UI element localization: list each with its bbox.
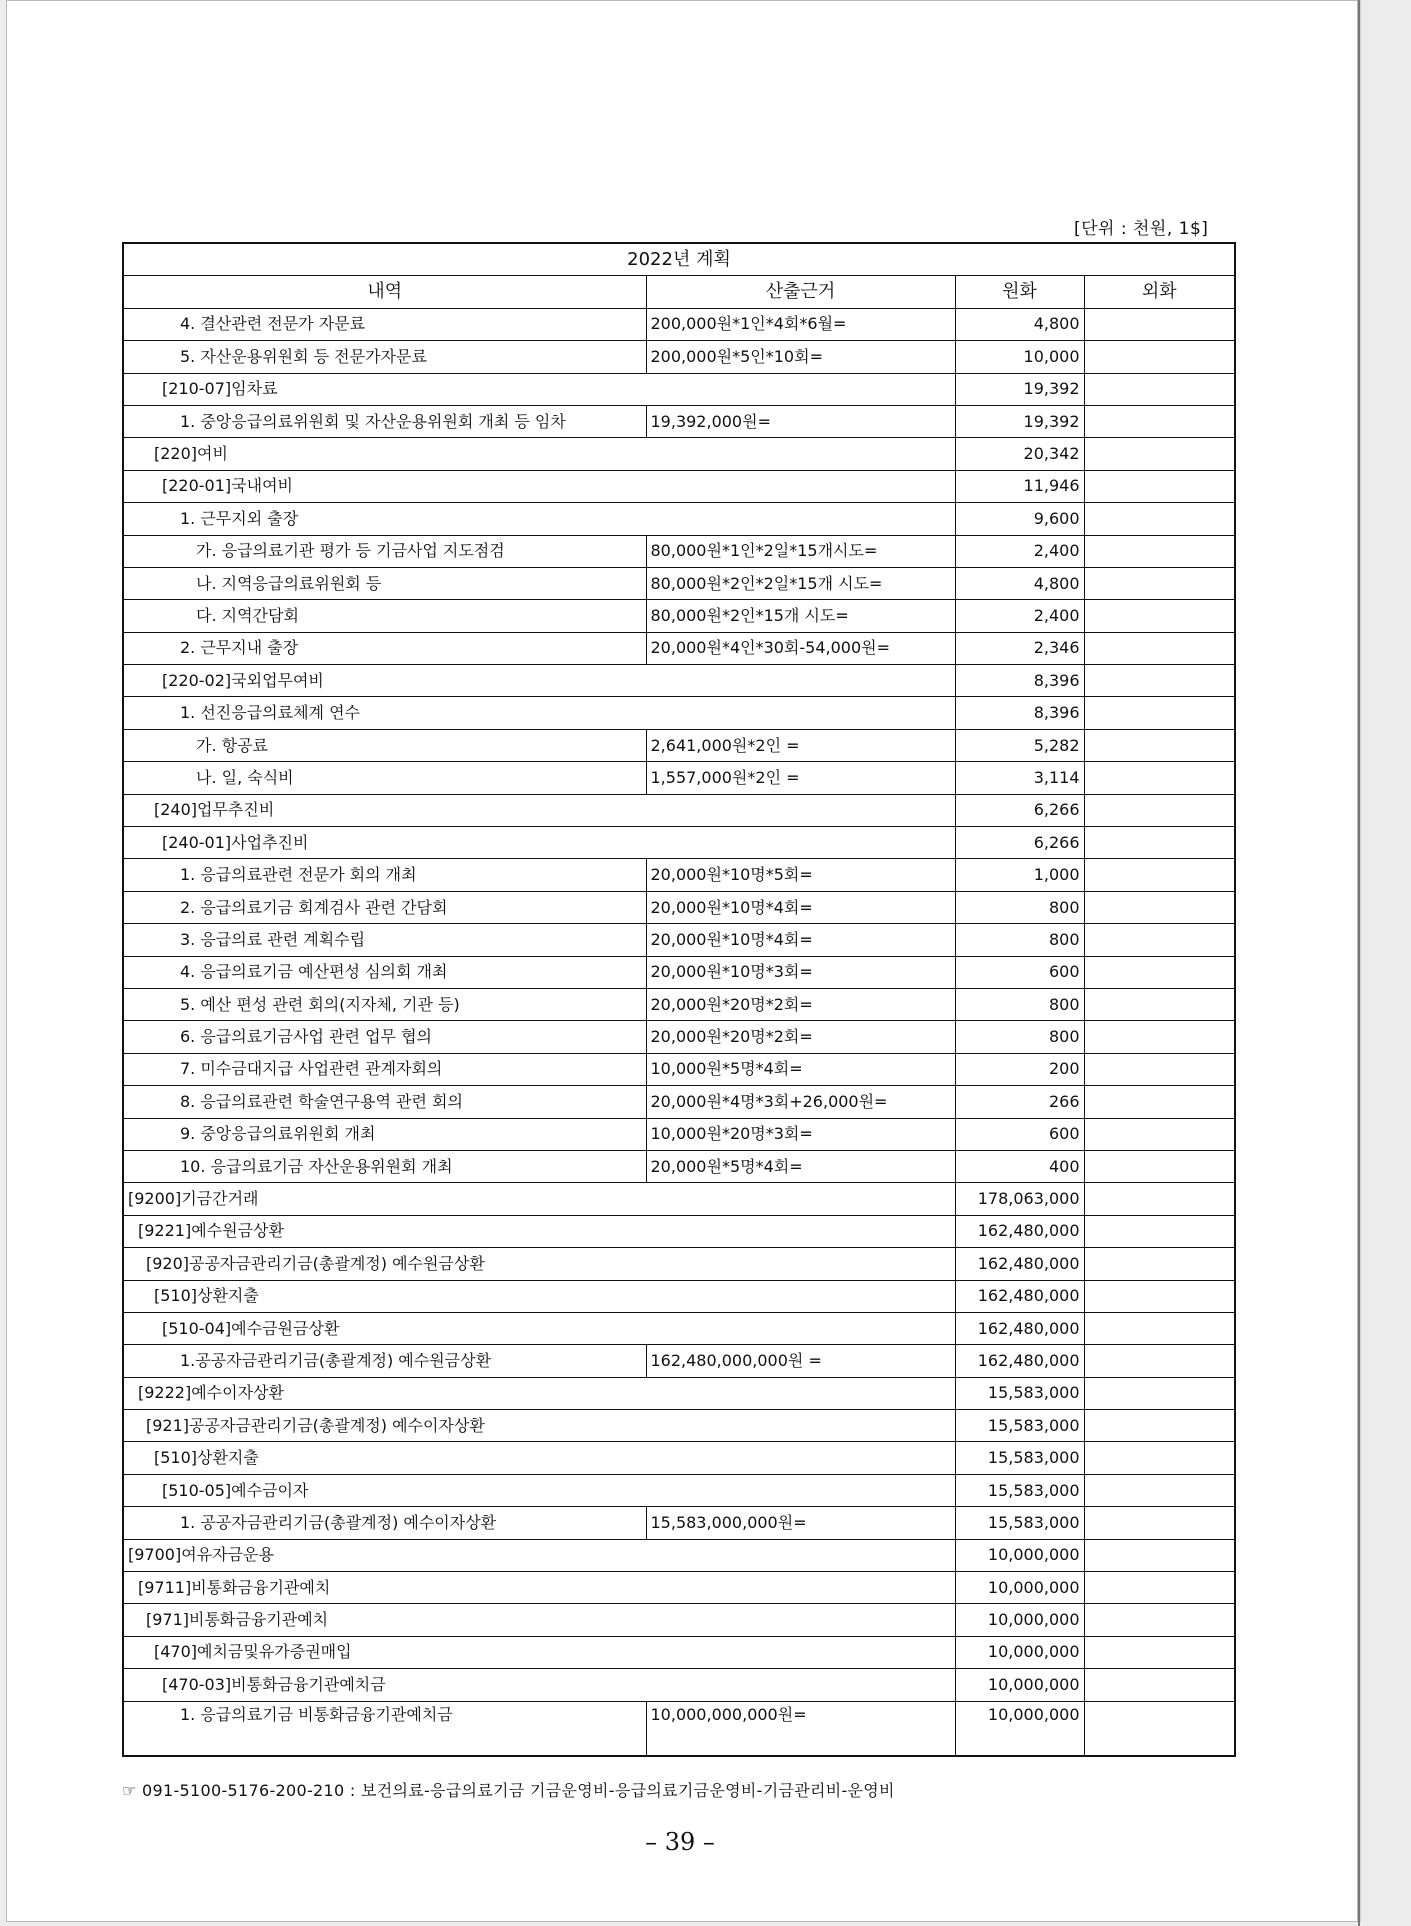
row-foreign [1084, 762, 1235, 794]
table-row [123, 1701, 1235, 1756]
table-row [123, 697, 1235, 729]
table-row [123, 762, 1235, 794]
table-row [123, 1345, 1235, 1377]
table-row [123, 405, 1235, 437]
table-row [123, 1280, 1235, 1312]
row-item: [9200]기금간거래 [123, 1183, 955, 1215]
row-basis: 200,000원*5인*10회= [646, 341, 955, 373]
table-row [123, 1150, 1235, 1182]
row-basis: 20,000원*5명*4회= [646, 1150, 955, 1182]
row-item: [240-01]사업추진비 [123, 827, 955, 859]
table-row [123, 1442, 1235, 1474]
row-foreign [1084, 1442, 1235, 1474]
table-row [123, 891, 1235, 923]
row-krw: 15,583,000 [955, 1442, 1084, 1474]
row-basis: 2,641,000원*2인 = [646, 729, 955, 761]
header-foreign: 외화 [1084, 276, 1235, 308]
row-krw: 800 [955, 1021, 1084, 1053]
row-foreign [1084, 405, 1235, 437]
row-krw: 15,583,000 [955, 1377, 1084, 1409]
row-basis: 20,000원*10명*5회= [646, 859, 955, 891]
row-basis: 20,000원*20명*2회= [646, 1021, 955, 1053]
row-foreign [1084, 308, 1235, 340]
row-foreign [1084, 1701, 1235, 1756]
row-krw: 600 [955, 956, 1084, 988]
row-basis: 20,000원*10명*3회= [646, 956, 955, 988]
row-foreign [1084, 373, 1235, 405]
row-foreign [1084, 891, 1235, 923]
row-krw: 600 [955, 1118, 1084, 1150]
row-krw: 10,000,000 [955, 1636, 1084, 1668]
row-item: 5. 자산운용위원회 등 전문가자문료 [123, 341, 646, 373]
table-row [123, 1086, 1235, 1118]
row-item: 5. 예산 편성 관련 회의(지자체, 기관 등) [123, 988, 646, 1020]
row-item: 8. 응급의료관련 학술연구용역 관련 회의 [123, 1086, 646, 1118]
row-foreign [1084, 567, 1235, 599]
page-number: – 39 – [645, 1828, 715, 1856]
row-item: 2. 근무지내 출장 [123, 632, 646, 664]
row-foreign [1084, 1669, 1235, 1701]
table-row [123, 567, 1235, 599]
row-foreign [1084, 632, 1235, 664]
row-item: [220-02]국외업무여비 [123, 665, 955, 697]
row-krw: 266 [955, 1086, 1084, 1118]
row-krw: 162,480,000 [955, 1215, 1084, 1247]
row-foreign [1084, 794, 1235, 826]
row-foreign [1084, 1053, 1235, 1085]
row-krw: 200 [955, 1053, 1084, 1085]
table-row [123, 827, 1235, 859]
table-row [123, 503, 1235, 535]
table-row [123, 1669, 1235, 1701]
row-krw: 400 [955, 1150, 1084, 1182]
row-item: 가. 항공료 [123, 729, 646, 761]
table-row [123, 600, 1235, 632]
row-foreign [1084, 1539, 1235, 1571]
row-basis: 80,000원*2인*2일*15개 시도= [646, 567, 955, 599]
row-basis: 19,392,000원= [646, 405, 955, 437]
row-basis: 20,000원*10명*4회= [646, 891, 955, 923]
table-row [123, 438, 1235, 470]
row-krw: 8,396 [955, 697, 1084, 729]
row-krw: 3,114 [955, 762, 1084, 794]
row-krw: 4,800 [955, 308, 1084, 340]
row-foreign [1084, 697, 1235, 729]
table-row [123, 373, 1235, 405]
table-row [123, 1021, 1235, 1053]
row-foreign [1084, 1183, 1235, 1215]
row-krw: 178,063,000 [955, 1183, 1084, 1215]
page-edge [1358, 0, 1360, 1926]
row-krw: 6,266 [955, 827, 1084, 859]
row-item: 1. 응급의료관련 전문가 회의 개최 [123, 859, 646, 891]
table-row [123, 632, 1235, 664]
row-item: 나. 일, 숙식비 [123, 762, 646, 794]
row-foreign [1084, 956, 1235, 988]
table-row [123, 1248, 1235, 1280]
row-foreign [1084, 827, 1235, 859]
row-item: [510]상환지출 [123, 1442, 955, 1474]
row-krw: 800 [955, 924, 1084, 956]
row-foreign [1084, 1215, 1235, 1247]
table-row [123, 1572, 1235, 1604]
row-item: [210-07]임차료 [123, 373, 955, 405]
row-foreign [1084, 1474, 1235, 1506]
row-krw: 162,480,000 [955, 1312, 1084, 1344]
row-foreign [1084, 1507, 1235, 1539]
row-krw: 15,583,000 [955, 1474, 1084, 1506]
row-foreign [1084, 600, 1235, 632]
table-row [123, 1215, 1235, 1247]
row-item: 가. 응급의료기관 평가 등 기금사업 지도점검 [123, 535, 646, 567]
row-basis: 15,583,000,000원= [646, 1507, 955, 1539]
row-item: 4. 응급의료기금 예산편성 심의회 개최 [123, 956, 646, 988]
row-krw: 20,342 [955, 438, 1084, 470]
row-basis: 20,000원*10명*4회= [646, 924, 955, 956]
table-row [123, 470, 1235, 502]
row-foreign [1084, 1150, 1235, 1182]
table-row [123, 1118, 1235, 1150]
row-item: 6. 응급의료기금사업 관련 업무 협의 [123, 1021, 646, 1053]
row-krw: 11,946 [955, 470, 1084, 502]
row-foreign [1084, 470, 1235, 502]
row-foreign [1084, 665, 1235, 697]
row-foreign [1084, 1248, 1235, 1280]
row-item: [921]공공자금관리기금(총괄계정) 예수이자상환 [123, 1410, 955, 1442]
table-body [123, 308, 1235, 1755]
row-krw: 1,000 [955, 859, 1084, 891]
table-row [123, 1183, 1235, 1215]
row-item: 1. 응급의료기금 비통화금융기관예치금 [123, 1701, 646, 1756]
row-foreign [1084, 988, 1235, 1020]
row-foreign [1084, 341, 1235, 373]
row-item: [220-01]국내여비 [123, 470, 955, 502]
row-basis: 10,000,000,000원= [646, 1701, 955, 1756]
row-item: [510-05]예수금이자 [123, 1474, 955, 1506]
row-foreign [1084, 1118, 1235, 1150]
header-basis: 산출근거 [646, 276, 955, 308]
row-foreign [1084, 1345, 1235, 1377]
row-item: 나. 지역응급의료위원회 등 [123, 567, 646, 599]
table-row [123, 341, 1235, 373]
row-krw: 10,000,000 [955, 1604, 1084, 1636]
table-title: 2022년 계획 [123, 243, 1235, 276]
row-item: 3. 응급의료 관련 계획수립 [123, 924, 646, 956]
row-krw: 800 [955, 988, 1084, 1020]
row-item: 10. 응급의료기금 자산운용위원회 개최 [123, 1150, 646, 1182]
row-krw: 10,000,000 [955, 1539, 1084, 1571]
table-row [123, 535, 1235, 567]
row-foreign [1084, 1021, 1235, 1053]
table-row [123, 1410, 1235, 1442]
row-item: [240]업무추진비 [123, 794, 955, 826]
row-krw: 2,400 [955, 600, 1084, 632]
row-item: [470]예치금및유가증권매입 [123, 1636, 955, 1668]
table-row [123, 859, 1235, 891]
row-item: [9222]예수이자상환 [123, 1377, 955, 1409]
row-foreign [1084, 1410, 1235, 1442]
row-basis: 10,000원*20명*3회= [646, 1118, 955, 1150]
table-row [123, 1474, 1235, 1506]
row-foreign [1084, 924, 1235, 956]
row-krw: 162,480,000 [955, 1248, 1084, 1280]
table-row [123, 1053, 1235, 1085]
table-row [123, 729, 1235, 761]
row-krw: 19,392 [955, 373, 1084, 405]
row-basis: 80,000원*2인*15개 시도= [646, 600, 955, 632]
row-foreign [1084, 1312, 1235, 1344]
row-foreign [1084, 1280, 1235, 1312]
table-row [123, 1636, 1235, 1668]
row-krw: 10,000,000 [955, 1669, 1084, 1701]
row-item: [470-03]비통화금융기관예치금 [123, 1669, 955, 1701]
table-row [123, 665, 1235, 697]
row-item: 1.공공자금관리기금(총괄계정) 예수원금상환 [123, 1345, 646, 1377]
row-krw: 19,392 [955, 405, 1084, 437]
row-foreign [1084, 859, 1235, 891]
row-krw: 8,396 [955, 665, 1084, 697]
row-krw: 5,282 [955, 729, 1084, 761]
row-basis: 1,557,000원*2인 = [646, 762, 955, 794]
row-item: [9700]여유자금운용 [123, 1539, 955, 1571]
row-item: [510]상환지출 [123, 1280, 955, 1312]
row-krw: 15,583,000 [955, 1410, 1084, 1442]
header-krw: 원화 [955, 276, 1084, 308]
row-krw: 9,600 [955, 503, 1084, 535]
row-krw: 162,480,000 [955, 1345, 1084, 1377]
row-basis: 20,000원*4인*30회-54,000원= [646, 632, 955, 664]
table-row [123, 1604, 1235, 1636]
row-krw: 6,266 [955, 794, 1084, 826]
row-item: [9711]비통화금융기관예치 [123, 1572, 955, 1604]
row-basis: 162,480,000,000원 = [646, 1345, 955, 1377]
row-foreign [1084, 503, 1235, 535]
row-foreign [1084, 729, 1235, 761]
table-row [123, 924, 1235, 956]
row-krw: 4,800 [955, 567, 1084, 599]
row-krw: 800 [955, 891, 1084, 923]
row-item: 4. 결산관련 전문가 자문료 [123, 308, 646, 340]
row-krw: 10,000 [955, 341, 1084, 373]
row-krw: 10,000,000 [955, 1572, 1084, 1604]
unit-label: [단위 : 천원, 1$] [1074, 219, 1209, 239]
row-item: 2. 응급의료기금 회계검사 관련 간담회 [123, 891, 646, 923]
footnote: ☞ 091-5100-5176-200-210 : 보건의료-응급의료기금 기금운영비-응급의료기금운영비-기금관리비-운영비 [122, 1781, 895, 1800]
row-basis: 20,000원*4명*3회+26,000원= [646, 1086, 955, 1118]
header-item: 내역 [123, 276, 646, 308]
table-row [123, 308, 1235, 340]
row-basis: 20,000원*20명*2회= [646, 988, 955, 1020]
row-item: 1. 근무지외 출장 [123, 503, 955, 535]
row-krw: 10,000,000 [955, 1701, 1084, 1756]
row-foreign [1084, 1572, 1235, 1604]
row-foreign [1084, 1636, 1235, 1668]
row-foreign [1084, 1604, 1235, 1636]
row-item: 9. 중앙응급의료위원회 개최 [123, 1118, 646, 1150]
row-foreign [1084, 1377, 1235, 1409]
row-basis: 10,000원*5명*4회= [646, 1053, 955, 1085]
row-item: 다. 지역간담회 [123, 600, 646, 632]
row-item: [971]비통화금융기관예치 [123, 1604, 955, 1636]
budget-table [122, 242, 1236, 1757]
row-item: [9221]예수원금상환 [123, 1215, 955, 1247]
row-krw: 162,480,000 [955, 1280, 1084, 1312]
row-foreign [1084, 438, 1235, 470]
table-row [123, 1539, 1235, 1571]
row-item: [220]여비 [123, 438, 955, 470]
row-krw: 2,346 [955, 632, 1084, 664]
table-row [123, 956, 1235, 988]
row-item: 1. 공공자금관리기금(총괄계정) 예수이자상환 [123, 1507, 646, 1539]
table-row [123, 794, 1235, 826]
table-row [123, 1507, 1235, 1539]
row-item: 7. 미수금대지급 사업관련 관계자회의 [123, 1053, 646, 1085]
row-foreign [1084, 1086, 1235, 1118]
row-basis: 200,000원*1인*4회*6월= [646, 308, 955, 340]
row-item: 1. 선진응급의료체계 연수 [123, 697, 955, 729]
row-krw: 2,400 [955, 535, 1084, 567]
row-item: [920]공공자금관리기금(총괄계정) 예수원금상환 [123, 1248, 955, 1280]
row-krw: 15,583,000 [955, 1507, 1084, 1539]
row-item: 1. 중앙응급의료위원회 및 자산운용위원회 개최 등 임차 [123, 405, 646, 437]
table-row [123, 1377, 1235, 1409]
table-row [123, 988, 1235, 1020]
row-foreign [1084, 535, 1235, 567]
row-item: [510-04]예수금원금상환 [123, 1312, 955, 1344]
row-basis: 80,000원*1인*2일*15개시도= [646, 535, 955, 567]
table-row [123, 1312, 1235, 1344]
